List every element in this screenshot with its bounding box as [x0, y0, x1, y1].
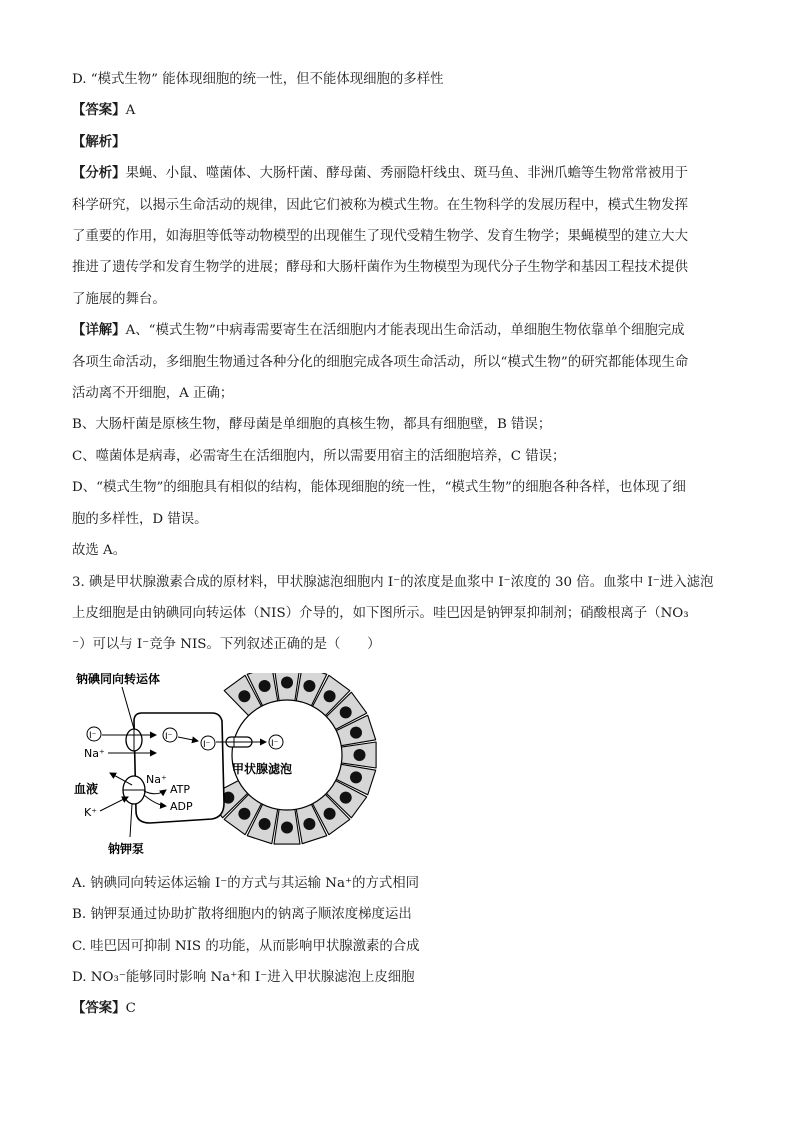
diagram-svg — [72, 673, 402, 858]
prev-answer — [72, 95, 722, 126]
ion-na-label: Na⁺ — [84, 746, 105, 760]
cell-nucleus — [340, 791, 352, 803]
xiangjie-line: 胞的多样性，D 错误。 — [72, 511, 208, 527]
pump-k-label: K⁺ — [84, 805, 98, 819]
q3-option-d: D. NO₃⁻能够同时影响 Na⁺和 I⁻进入甲状腺滤泡上皮细胞 — [72, 969, 415, 985]
q3-stem-line: 3. 碘是甲状腺激素合成的原材料，甲状腺滤泡细胞内 I⁻的浓度是血浆中 I⁻浓度的 30 倍。血浆中 I⁻进入滤泡 — [72, 574, 714, 590]
xiangjie-line: B、大肠杆菌是原核生物，酵母菌是单细胞的真核生物，都具有细胞壁，B 错误； — [72, 417, 552, 433]
atp-label: ATP — [170, 782, 191, 796]
fenxi-line: 科学研究，以揭示生命活动的规律，因此它们被称为模式生物。在生物科学的发展历程中，模式生物发挥 — [72, 197, 688, 213]
fenxi-line — [72, 158, 722, 189]
label-pump: 钠钾泵 — [108, 841, 145, 856]
label-blood: 血液 — [74, 781, 99, 796]
k-in-arrow — [100, 797, 128, 811]
page — [72, 64, 722, 1025]
cell-nucleus — [238, 807, 250, 819]
q3-stem-line: ⁻）可以与 I⁻竞争 NIS。下列叙述正确的是（ ） — [72, 637, 381, 653]
analysis-heading: 【解析】 — [72, 133, 126, 150]
answer-tag: 【答案】 — [72, 1000, 126, 1017]
cell-nucleus — [281, 821, 293, 833]
cell-nucleus — [350, 726, 362, 738]
thyroid-follicle-diagram — [72, 673, 402, 858]
cell-nucleus — [238, 690, 250, 702]
ion-i-label: I⁻ — [89, 730, 97, 741]
fenxi-line: 了重要的作用，如海胆等低等动物模型的出现催生了现代受精生物学、发育生物学；果蝇模型的建立大大 — [72, 229, 688, 245]
label-follicle: 甲状腺滤泡 — [232, 761, 293, 776]
adp-label: ADP — [170, 799, 193, 813]
cell-nucleus — [259, 818, 271, 830]
cell-nucleus — [350, 771, 362, 783]
cell-nucleus — [303, 818, 315, 830]
fenxi-tag: 【分析】 — [72, 165, 126, 182]
xiangjie-line: C、噬菌体是病毒，必需寄生在活细胞内，所以需要用宿主的活细胞培养，C 错误； — [72, 448, 566, 464]
q3-option-b: B. 钠钾泵通过协助扩散将细胞内的钠离子顺浓度梯度运出 — [72, 907, 412, 923]
cell-nucleus — [354, 749, 366, 761]
cell-nucleus — [303, 680, 315, 692]
answer-tag: 【答案】 — [72, 102, 126, 119]
symporter-pointer — [122, 687, 134, 729]
ion-i-label: I⁻ — [271, 738, 279, 749]
cell-nucleus — [324, 807, 336, 819]
xiangjie-line — [72, 315, 722, 346]
xiangjie-tag: 【详解】 — [72, 322, 126, 339]
xiangjie-line: 各项生命活动，多细胞生物通过各种分化的细胞完成各项生命活动，所以“模式生物”的研究都能体现生命 — [72, 354, 689, 370]
xiangjie-text: A、“模式生物”中病毒需要寄生在活细胞内才能表现出生命活动，单细胞生物依靠单个细胞完成 — [125, 323, 685, 339]
fenxi-text: 果蝇、小鼠、噬菌体、大肠杆菌、酵母菌、秀丽隐杆线虫、斑马鱼、非洲爪蟾等生物常常被用于 — [125, 166, 688, 182]
xiangjie-line: D、“模式生物”的细胞具有相似的结构，能体现细胞的统一性，“模式生物”的细胞各种各样，也体现了细 — [72, 480, 686, 496]
pump-pointer — [130, 804, 132, 837]
answer-value: C — [125, 1001, 136, 1017]
answer-value: A — [125, 103, 136, 119]
cell-nucleus — [259, 680, 271, 692]
cell-nucleus — [281, 676, 293, 688]
cell-nucleus — [340, 706, 352, 718]
q3-option-a: A. 钠碘同向转运体运输 I⁻的方式与其运输 Na⁺的方式相同 — [72, 875, 420, 891]
follicle-lumen — [232, 700, 342, 810]
q3-answer — [72, 993, 722, 1024]
fenxi-line: 推进了遗传学和发育生物学的进展；酵母和大肠杆菌作为生物模型为现代分子生物学和基因工程技术提供 — [72, 260, 688, 276]
xiangjie-line: 故选 A。 — [72, 543, 127, 559]
q3-stem-line: 上皮细胞是由钠碘同向转运体（NIS）介导的，如下图所示。哇巴因是钠钾泵抑制剂；硝酸根离子（NO₃ — [72, 605, 689, 621]
prev-option-d: D. “模式生物” 能体现细胞的统一性，但不能体现细胞的多样性 — [72, 72, 444, 87]
q3-option-c: C. 哇巴因可抑制 NIS 的功能，从而影响甲状腺激素的合成 — [72, 938, 420, 954]
ion-i-label: I⁻ — [165, 731, 173, 742]
ion-i-label: I⁻ — [203, 739, 211, 750]
fenxi-line: 了施展的舞台。 — [72, 291, 166, 307]
label-symporter: 钠碘同向转运体 — [76, 672, 161, 686]
cell-nucleus — [324, 690, 336, 702]
xiangjie-line: 活动离不开细胞，A 正确； — [72, 386, 234, 402]
pump-na-label: Na⁺ — [146, 772, 167, 786]
